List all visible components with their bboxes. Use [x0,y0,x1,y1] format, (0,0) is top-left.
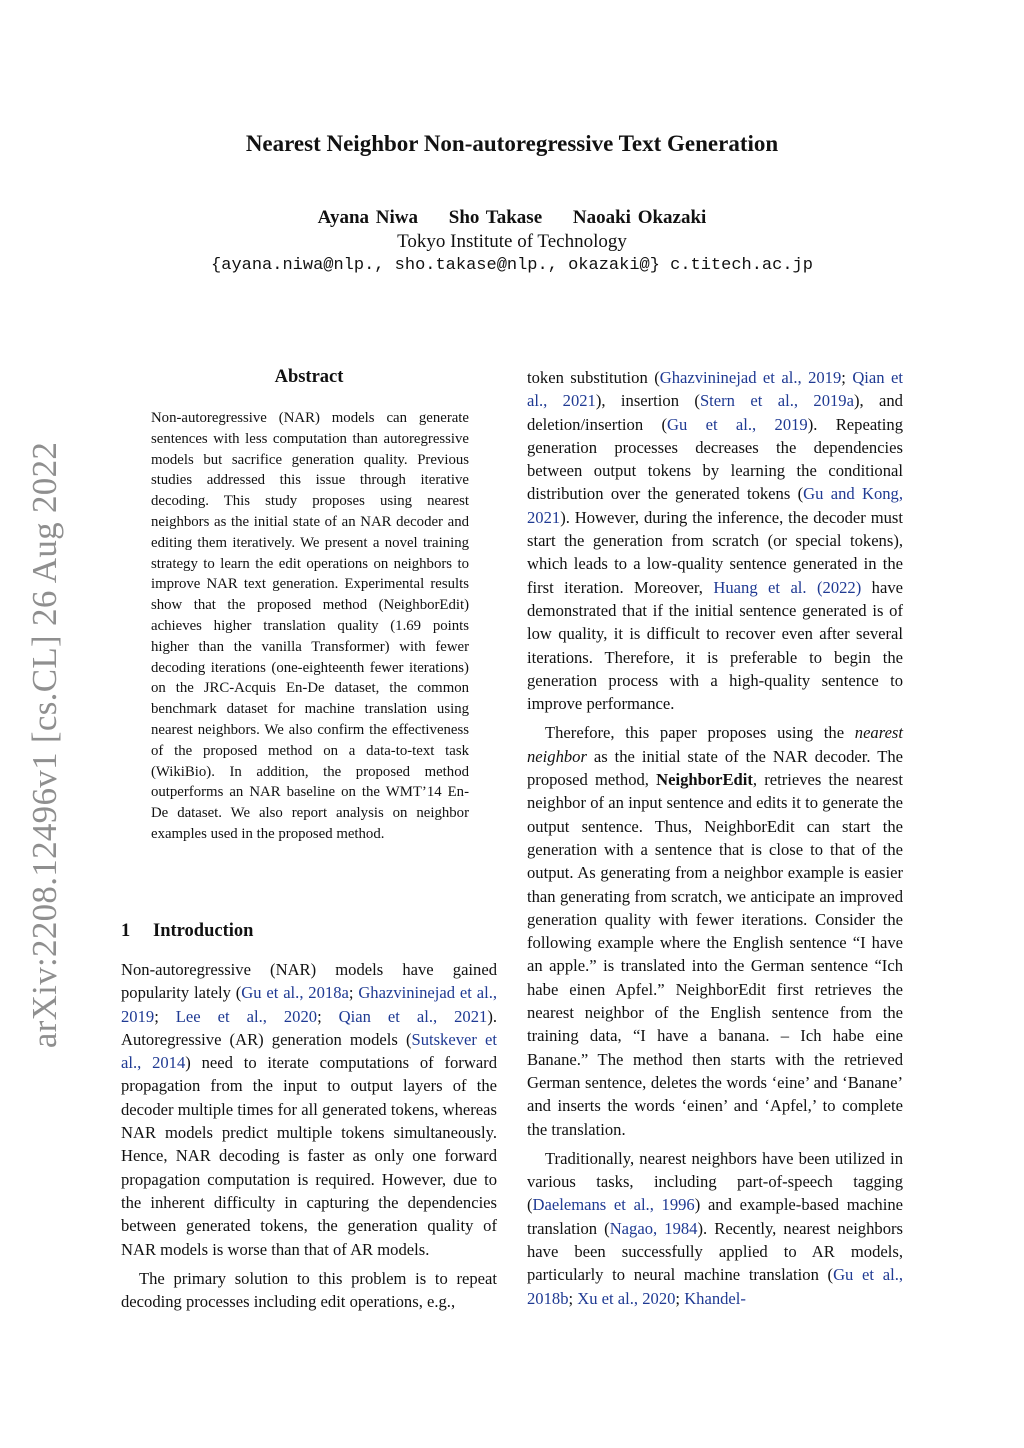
affiliation: Tokyo Institute of Technology [397,231,627,252]
citation-link[interactable]: Lee et al., 2020 [175,1006,318,1026]
author-name: Sho Takase [448,207,543,228]
intro-paragraph: Therefore, this paper proposes using the nearest neighbor as the initial state of the NAR decoder. The proposed method, NeighborEdit, retrieves the nearest neighbor of an input sentence and edits it to generate the output sentence. Thus, NeighborEdit can start the generation with a sentence that is close to that of the output. As generating from a neighbor example is easier than generating from scratch, we anticipate an improved generation quality with fewer iterations. Consider the following example where the English sentence “I have an apple.” is translated into the German sentence “Ich habe einen Apfel.” NeighborEdit first retrieves the nearest neighbor of the English sentence from the training data, “I have a banana. – Ich habe eine Banane.” The method then starts with the retrieved German sentence, deletes the words ‘eine’ and ‘Banane’ and inserts the words ‘einen’ and ‘Apfel,’ to complete the translation. [527,723,903,1139]
author-name: Naoaki Okazaki [572,207,707,228]
abstract-heading: Abstract [274,367,344,387]
intro-paragraph: Traditionally, nearest neighbors have been utilized in various tasks, including part-of-speech tagging (Daelemans et al., 1996) and example-based machine translation (Nagao, 1984). Recently, nearest neighbors have been successfully applied to AR models, particularly to neural machine translation (Gu et al., 2018b; Xu et al., 2020; Khandel- [527,1148,903,1308]
citation-link[interactable]: Xu et al., 2020 [577,1288,676,1308]
section-number: 1 [121,921,131,941]
paper-title: Nearest Neighbor Non-autoregressive Text Generation [245,131,779,156]
abstract-body: Non-autoregressive (NAR) models can generate sentences with less computation than autoregressive models but sacrifice generation quality. Previous studies addressed this issue through iterative decoding. This study proposes using nearest neighbors as the initial state of an NAR decoder and editing them iteratively. We present a novel training strategy to learn the edit operations on neighbors to improve NAR text generation. Experimental results show that the proposed method (NeighborEdit) achieves higher translation quality (1.69 points higher than the vanilla Transformer) with fewer decoding iterations (one-eighteenth fewer iterations) on the JRC-Acquis En-De dataset, the common benchmark dataset for machine translation using nearest neighbors. We also confirm the effectiveness of the proposed method on a data-to-text task (WikiBio). In addition, the proposed method outperforms an NAR baseline on the WMT’14 En-De dataset. We also report analysis on neighbor examples used in the proposed method. [151,410,469,842]
citation-link[interactable]: Nagao, 1984 [609,1218,698,1238]
author-name: Ayana Niwa [317,207,419,228]
right-column [527,366,903,1310]
citation-link[interactable]: Ghazvininejad et al., 2019 [659,368,842,387]
citation-link[interactable]: Gu and Kong, 2021 [527,484,903,527]
citation-link[interactable]: Khandel- [684,1288,746,1308]
author-emails: {ayana.niwa@nlp., sho.takase@nlp., okazaki@} c.titech.ac.jp [211,256,813,275]
left-column [121,958,497,1313]
citation-link[interactable]: Qian et al., 2021 [527,368,904,411]
citation-link[interactable]: Sutskever et al., 2014 [121,1029,497,1073]
intro-paragraph: token substitution (Ghazvininejad et al., 2019; Qian et al., 2021), insertion (Stern et al., 2019a), and deletion/insertion (Gu et al., 2019). Repeating generation processes decreases the dependencies between output tokens by learning the conditional distribution over the generated tokens (Gu and Kong, 2021). However, during the inference, the decoder must start the generation from scratch (or special tokens), which leads to a low-quality sentence generated in the first iteration. Moreover, Huang et al. (2022) have demonstrated that if the initial sentence generated is of low quality, it is difficult to recover even after several iterations. Therefore, it is preferable to begin the generation process with a high-quality sentence to improve performance. [527,368,904,714]
citation-link[interactable]: Daelemans et al., 1996 [532,1195,695,1215]
intro-paragraph: Non-autoregressive (NAR) models have gained popularity lately (Gu et al., 2018a; Ghazvininejad et al., 2019; Lee et al., 2020; Qian et al., 2021). Autoregressive (AR) generation models (Sutskever et al., 2014) need to iterate computations of forward propagation from the input to output layers of the decoder multiple times for all generated tokens, whereas NAR models predict multiple tokens simultaneously. Hence, NAR decoding is faster as only one forward propagation computation is required. However, due to the inherent difficulty in capturing the dependencies between generated tokens, the generation quality of NAR models is worse than that of AR models. [121,960,498,1259]
citation-link[interactable]: Stern et al., 2019a [699,391,854,411]
arxiv-identifier-text: arXiv:2208.12496v1 [cs.CL] 26 Aug 2022 [25,441,64,1049]
arxiv-identifier [20,440,70,1050]
citation-link[interactable]: Qian et al., 2021 [338,1006,488,1026]
intro-paragraph: The primary solution to this problem is to repeat decoding processes including edit operations, e.g., [121,1268,497,1312]
citation-link[interactable]: Gu et al., 2018a [241,983,349,1003]
citation-link[interactable]: Huang et al. (2022) [713,577,862,597]
citation-link[interactable]: Gu et al., 2019 [667,414,808,434]
section-heading [121,921,253,942]
author-list [0,207,1024,229]
citation-link[interactable]: Gu et al., 2018b [527,1265,903,1308]
section-title: Introduction [153,921,254,941]
citation-link[interactable]: Ghazvininejad et al., 2019 [121,983,497,1026]
